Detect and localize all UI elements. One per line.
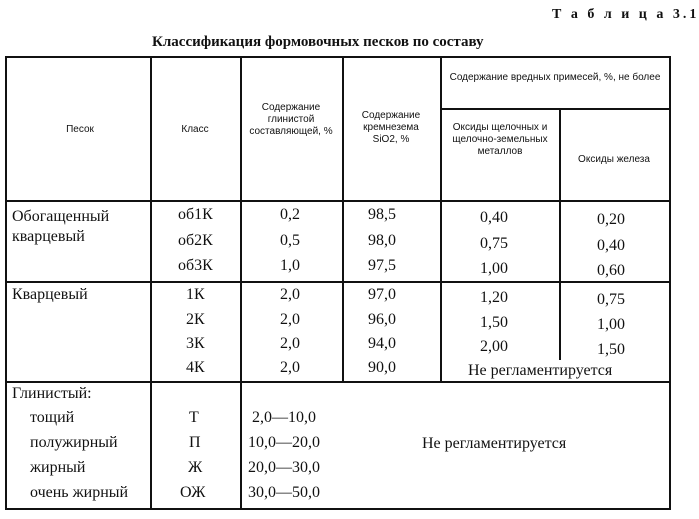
table-top-border: [5, 56, 671, 58]
alkali-cell: 1,00: [480, 260, 508, 277]
clay-cell: 2,0—10,0: [252, 409, 316, 426]
col-divider-silica: [342, 56, 344, 383]
table-bottom-border: [5, 508, 671, 510]
alkali-cell: 0,75: [480, 235, 508, 252]
left-border: [5, 56, 7, 510]
header-iron: Оксиды железа: [578, 154, 650, 165]
clay-cell: 2,0: [280, 359, 300, 376]
table-title: Классификация формовочных песков по составу: [152, 34, 484, 50]
silica-cell: 96,0: [368, 311, 396, 328]
clay-cell: 30,0—50,0: [248, 484, 320, 501]
alkali-cell: 2,00: [480, 338, 508, 355]
silica-cell: 98,0: [368, 232, 396, 249]
group-clayey: Глинистый:: [12, 385, 92, 402]
clay-cell: 1,0: [280, 257, 300, 274]
sand-fat: жирный: [30, 459, 86, 476]
class-cell: 2К: [186, 311, 205, 328]
not-regulated-quartz: Не регламентируется: [468, 362, 613, 379]
class-cell: П: [189, 434, 201, 451]
col-divider-harmful: [440, 56, 442, 383]
class-cell: об2К: [178, 232, 213, 249]
group-enriched-quartz: Обогащенный кварцевый: [12, 208, 110, 245]
iron-cell: 0,60: [597, 262, 625, 279]
group-divider-2: [5, 381, 671, 383]
header-bottom-border: [5, 200, 671, 202]
silica-cell: 97,5: [368, 257, 396, 274]
silica-cell: 98,5: [368, 206, 396, 223]
iron-cell: 0,40: [597, 237, 625, 254]
header-sand: Песок: [66, 124, 94, 135]
class-cell: Ж: [188, 459, 203, 476]
not-regulated-clayey: Не регламентируется: [422, 435, 567, 452]
alkali-cell: 1,20: [480, 289, 508, 306]
clay-cell: 10,0—20,0: [248, 434, 320, 451]
header-clay: Содержание глинистой составляющей, %: [249, 102, 333, 137]
clay-cell: 0,2: [280, 206, 300, 223]
silica-cell: 94,0: [368, 335, 396, 352]
group-quartz: Кварцевый: [12, 286, 88, 303]
class-cell: 1К: [186, 286, 205, 303]
alkali-cell: 1,50: [480, 314, 508, 331]
clay-cell: 2,0: [280, 311, 300, 328]
harmful-header-divider: [440, 108, 671, 110]
right-border: [669, 56, 671, 510]
clay-cell: 20,0—30,0: [248, 459, 320, 476]
col-divider-clay: [240, 56, 242, 510]
alkali-cell: 0,40: [480, 209, 508, 226]
silica-cell: 90,0: [368, 359, 396, 376]
group-divider-1: [5, 281, 671, 283]
class-cell: 4К: [186, 359, 205, 376]
col-divider-iron: [559, 108, 561, 360]
col-divider-class: [150, 56, 152, 510]
sand-lean: тощий: [30, 409, 75, 426]
header-silica: Содержание кремнезема SiO2, %: [361, 110, 421, 145]
iron-cell: 0,75: [597, 291, 625, 308]
class-cell: об3К: [178, 257, 213, 274]
clay-cell: 2,0: [280, 286, 300, 303]
iron-cell: 1,50: [597, 341, 625, 358]
class-cell: Т: [189, 409, 199, 426]
iron-cell: 1,00: [597, 316, 625, 333]
header-harmful: Содержание вредных примесей, %, не более: [449, 72, 661, 83]
clay-cell: 0,5: [280, 232, 300, 249]
silica-cell: 97,0: [368, 286, 396, 303]
clay-cell: 2,0: [280, 335, 300, 352]
class-cell: об1К: [178, 206, 213, 223]
header-alkali: Оксиды щелочных и щелочно-земельных металлов: [452, 122, 548, 157]
sand-medium-fat: полужирный: [30, 434, 118, 451]
iron-cell: 0,20: [597, 211, 625, 228]
class-cell: 3К: [186, 335, 205, 352]
header-class: Класс: [181, 124, 209, 135]
sand-very-fat: очень жирный: [30, 484, 129, 501]
table-number: Т а б л и ц а 3.1: [552, 7, 699, 22]
class-cell: ОЖ: [180, 484, 206, 501]
